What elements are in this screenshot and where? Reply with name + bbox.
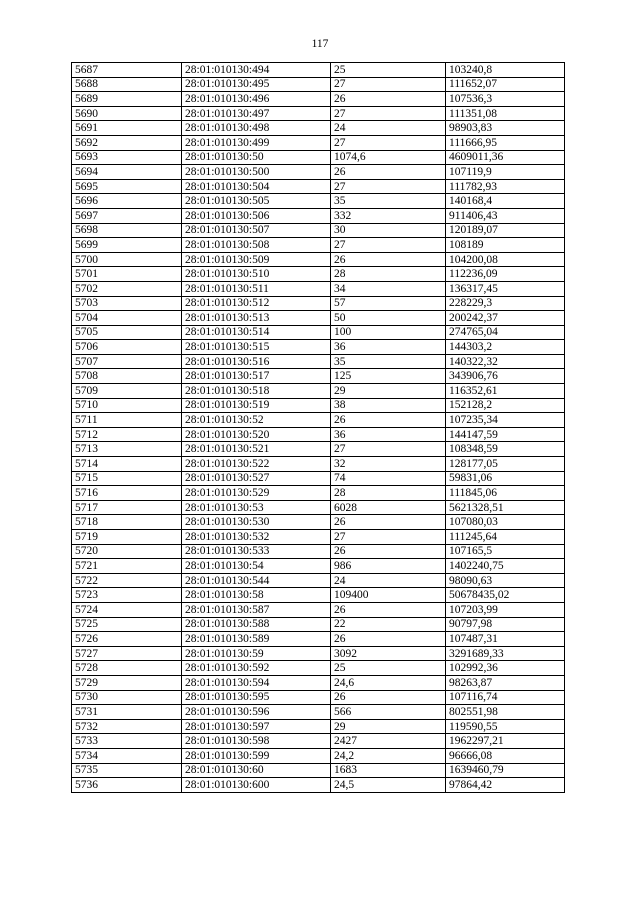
- row-number-cell: 5696: [72, 194, 182, 209]
- table-row: [72, 559, 565, 574]
- area-cell: 27: [331, 238, 446, 253]
- cadastral-value-cell: 102992,36: [446, 661, 565, 676]
- area-cell: 26: [331, 252, 446, 267]
- cadastral-value-cell: 98090,63: [446, 573, 565, 588]
- area-cell: 26: [331, 602, 446, 617]
- cadastral-value-cell: 111666,95: [446, 135, 565, 150]
- row-number-cell: 5729: [72, 675, 182, 690]
- cadastral-number-cell: 28:01:010130:515: [182, 340, 331, 355]
- row-number-cell: 5705: [72, 325, 182, 340]
- cadastral-value-cell: 5621328,51: [446, 500, 565, 515]
- area-cell: 57: [331, 296, 446, 311]
- cadastral-value-cell: 200242,37: [446, 311, 565, 326]
- cadastral-number-cell: 28:01:010130:59: [182, 646, 331, 661]
- cadastral-value-cell: 343906,76: [446, 369, 565, 384]
- area-cell: 27: [331, 179, 446, 194]
- cadastral-value-cell: 107080,03: [446, 515, 565, 530]
- table-row: [72, 690, 565, 705]
- area-cell: 27: [331, 442, 446, 457]
- row-number-cell: 5732: [72, 719, 182, 734]
- row-number-cell: 5693: [72, 150, 182, 165]
- cadastral-number-cell: 28:01:010130:595: [182, 690, 331, 705]
- cadastral-number-cell: 28:01:010130:596: [182, 705, 331, 720]
- row-number-cell: 5692: [72, 135, 182, 150]
- cadastral-value-cell: 120189,07: [446, 223, 565, 238]
- row-number-cell: 5717: [72, 500, 182, 515]
- area-cell: 74: [331, 471, 446, 486]
- area-cell: 29: [331, 719, 446, 734]
- cadastral-number-cell: 28:01:010130:510: [182, 267, 331, 282]
- cadastral-number-cell: 28:01:010130:513: [182, 311, 331, 326]
- cadastral-number-cell: 28:01:010130:511: [182, 281, 331, 296]
- row-number-cell: 5707: [72, 354, 182, 369]
- area-cell: 109400: [331, 588, 446, 603]
- row-number-cell: 5723: [72, 588, 182, 603]
- area-cell: 6028: [331, 500, 446, 515]
- table-row: [72, 675, 565, 690]
- area-cell: 27: [331, 530, 446, 545]
- row-number-cell: 5700: [72, 252, 182, 267]
- cadastral-value-cell: 802551,98: [446, 705, 565, 720]
- area-cell: 27: [331, 77, 446, 92]
- area-cell: 26: [331, 92, 446, 107]
- row-number-cell: 5697: [72, 208, 182, 223]
- table-row: [72, 369, 565, 384]
- cadastral-value-cell: 98263,87: [446, 675, 565, 690]
- row-number-cell: 5719: [72, 530, 182, 545]
- cadastral-number-cell: 28:01:010130:587: [182, 602, 331, 617]
- area-cell: 1074,6: [331, 150, 446, 165]
- cadastral-number-cell: 28:01:010130:530: [182, 515, 331, 530]
- cadastral-number-cell: 28:01:010130:600: [182, 778, 331, 793]
- cadastral-number-cell: 28:01:010130:517: [182, 369, 331, 384]
- area-cell: 34: [331, 281, 446, 296]
- table-body: [72, 63, 565, 793]
- cadastral-number-cell: 28:01:010130:54: [182, 559, 331, 574]
- cadastral-value-cell: 116352,61: [446, 384, 565, 399]
- row-number-cell: 5725: [72, 617, 182, 632]
- area-cell: 38: [331, 398, 446, 413]
- area-cell: 125: [331, 369, 446, 384]
- cadastral-number-cell: 28:01:010130:527: [182, 471, 331, 486]
- table-row: [72, 457, 565, 472]
- area-cell: 26: [331, 515, 446, 530]
- cadastral-value-cell: 50678435,02: [446, 588, 565, 603]
- area-cell: 26: [331, 165, 446, 180]
- cadastral-value-cell: 107165,5: [446, 544, 565, 559]
- cadastral-value-cell: 97864,42: [446, 778, 565, 793]
- cadastral-number-cell: 28:01:010130:52: [182, 413, 331, 428]
- cadastral-number-cell: 28:01:010130:509: [182, 252, 331, 267]
- cadastral-number-cell: 28:01:010130:514: [182, 325, 331, 340]
- cadastral-value-cell: 107116,74: [446, 690, 565, 705]
- cadastral-value-cell: 104200,08: [446, 252, 565, 267]
- page-number: 117: [311, 38, 329, 50]
- area-cell: 28: [331, 486, 446, 501]
- cadastral-value-cell: 144303,2: [446, 340, 565, 355]
- table-row: [72, 413, 565, 428]
- table-row: [72, 573, 565, 588]
- table-row: [72, 705, 565, 720]
- cadastral-number-cell: 28:01:010130:494: [182, 63, 331, 78]
- area-cell: 28: [331, 267, 446, 282]
- row-number-cell: 5712: [72, 427, 182, 442]
- area-cell: 32: [331, 457, 446, 472]
- cadastral-number-cell: 28:01:010130:529: [182, 486, 331, 501]
- area-cell: 24,6: [331, 675, 446, 690]
- cadastral-value-cell: 274765,04: [446, 325, 565, 340]
- table-row: [72, 121, 565, 136]
- table-row: [72, 194, 565, 209]
- area-cell: 332: [331, 208, 446, 223]
- row-number-cell: 5726: [72, 632, 182, 647]
- table-row: [72, 92, 565, 107]
- cadastral-value-cell: 1402240,75: [446, 559, 565, 574]
- cadastral-value-cell: 1962297,21: [446, 734, 565, 749]
- table-row: [72, 471, 565, 486]
- cadastral-number-cell: 28:01:010130:497: [182, 106, 331, 121]
- cadastral-number-cell: 28:01:010130:597: [182, 719, 331, 734]
- cadastral-value-cell: 111782,93: [446, 179, 565, 194]
- row-number-cell: 5720: [72, 544, 182, 559]
- area-cell: 25: [331, 63, 446, 78]
- cadastral-value-cell: 152128,2: [446, 398, 565, 413]
- table-row: [72, 398, 565, 413]
- table-row: [72, 486, 565, 501]
- table-row: [72, 223, 565, 238]
- cadastral-number-cell: 28:01:010130:588: [182, 617, 331, 632]
- cadastral-number-cell: 28:01:010130:516: [182, 354, 331, 369]
- area-cell: 36: [331, 427, 446, 442]
- cadastral-value-cell: 107487,31: [446, 632, 565, 647]
- table-row: [72, 500, 565, 515]
- cadastral-number-cell: 28:01:010130:522: [182, 457, 331, 472]
- area-cell: 25: [331, 661, 446, 676]
- table-row: [72, 267, 565, 282]
- table-row: [72, 281, 565, 296]
- cadastral-number-cell: 28:01:010130:60: [182, 763, 331, 778]
- cadastral-value-cell: 111245,64: [446, 530, 565, 545]
- cadastral-value-cell: 59831,06: [446, 471, 565, 486]
- cadastral-number-cell: 28:01:010130:500: [182, 165, 331, 180]
- table-row: [72, 63, 565, 78]
- area-cell: 24,5: [331, 778, 446, 793]
- table-row: [72, 106, 565, 121]
- area-cell: 2427: [331, 734, 446, 749]
- table-row: [72, 135, 565, 150]
- table-row: [72, 252, 565, 267]
- cadastral-number-cell: 28:01:010130:532: [182, 530, 331, 545]
- row-number-cell: 5689: [72, 92, 182, 107]
- table-row: [72, 384, 565, 399]
- table-row: [72, 150, 565, 165]
- cadastral-number-cell: 28:01:010130:519: [182, 398, 331, 413]
- cadastral-value-cell: 107536,3: [446, 92, 565, 107]
- cadastral-value-cell: 4609011,36: [446, 150, 565, 165]
- cadastral-value-table: [71, 62, 565, 793]
- area-cell: 29: [331, 384, 446, 399]
- cadastral-number-cell: 28:01:010130:508: [182, 238, 331, 253]
- row-number-cell: 5713: [72, 442, 182, 457]
- row-number-cell: 5724: [72, 602, 182, 617]
- area-cell: 30: [331, 223, 446, 238]
- area-cell: 36: [331, 340, 446, 355]
- cadastral-value-cell: 107235,34: [446, 413, 565, 428]
- cadastral-value-cell: 103240,8: [446, 63, 565, 78]
- cadastral-value-cell: 107203,99: [446, 602, 565, 617]
- table-row: [72, 354, 565, 369]
- table-row: [72, 311, 565, 326]
- row-number-cell: 5702: [72, 281, 182, 296]
- cadastral-number-cell: 28:01:010130:512: [182, 296, 331, 311]
- area-cell: 26: [331, 413, 446, 428]
- area-cell: 566: [331, 705, 446, 720]
- cadastral-number-cell: 28:01:010130:598: [182, 734, 331, 749]
- area-cell: 27: [331, 106, 446, 121]
- table-row: [72, 340, 565, 355]
- table-row: [72, 179, 565, 194]
- row-number-cell: 5728: [72, 661, 182, 676]
- cadastral-value-cell: 144147,59: [446, 427, 565, 442]
- cadastral-value-cell: 1639460,79: [446, 763, 565, 778]
- row-number-cell: 5691: [72, 121, 182, 136]
- row-number-cell: 5703: [72, 296, 182, 311]
- area-cell: 50: [331, 311, 446, 326]
- row-number-cell: 5710: [72, 398, 182, 413]
- table-row: [72, 515, 565, 530]
- cadastral-number-cell: 28:01:010130:518: [182, 384, 331, 399]
- cadastral-value-cell: 3291689,33: [446, 646, 565, 661]
- cadastral-value-cell: 111351,08: [446, 106, 565, 121]
- row-number-cell: 5714: [72, 457, 182, 472]
- cadastral-value-cell: 108189: [446, 238, 565, 253]
- area-cell: 26: [331, 690, 446, 705]
- table-row: [72, 530, 565, 545]
- table-row: [72, 763, 565, 778]
- cadastral-number-cell: 28:01:010130:504: [182, 179, 331, 194]
- table-row: [72, 238, 565, 253]
- cadastral-value-cell: 111652,07: [446, 77, 565, 92]
- area-cell: 3092: [331, 646, 446, 661]
- cadastral-number-cell: 28:01:010130:533: [182, 544, 331, 559]
- row-number-cell: 5734: [72, 748, 182, 763]
- row-number-cell: 5706: [72, 340, 182, 355]
- table-row: [72, 165, 565, 180]
- cadastral-value-cell: 112236,09: [446, 267, 565, 282]
- cadastral-value-cell: 108348,59: [446, 442, 565, 457]
- cadastral-number-cell: 28:01:010130:521: [182, 442, 331, 457]
- table-row: [72, 296, 565, 311]
- area-cell: 35: [331, 354, 446, 369]
- area-cell: 26: [331, 544, 446, 559]
- row-number-cell: 5727: [72, 646, 182, 661]
- cadastral-number-cell: 28:01:010130:50: [182, 150, 331, 165]
- cadastral-number-cell: 28:01:010130:505: [182, 194, 331, 209]
- cadastral-value-cell: 911406,43: [446, 208, 565, 223]
- cadastral-number-cell: 28:01:010130:506: [182, 208, 331, 223]
- cadastral-number-cell: 28:01:010130:589: [182, 632, 331, 647]
- row-number-cell: 5695: [72, 179, 182, 194]
- table-row: [72, 617, 565, 632]
- area-cell: 26: [331, 632, 446, 647]
- table-row: [72, 748, 565, 763]
- row-number-cell: 5687: [72, 63, 182, 78]
- cadastral-number-cell: 28:01:010130:498: [182, 121, 331, 136]
- cadastral-number-cell: 28:01:010130:58: [182, 588, 331, 603]
- table-row: [72, 544, 565, 559]
- cadastral-number-cell: 28:01:010130:594: [182, 675, 331, 690]
- row-number-cell: 5709: [72, 384, 182, 399]
- cadastral-number-cell: 28:01:010130:599: [182, 748, 331, 763]
- table-row: [72, 661, 565, 676]
- cadastral-value-cell: 119590,55: [446, 719, 565, 734]
- row-number-cell: 5701: [72, 267, 182, 282]
- table-row: [72, 588, 565, 603]
- area-cell: 100: [331, 325, 446, 340]
- area-cell: 27: [331, 135, 446, 150]
- row-number-cell: 5721: [72, 559, 182, 574]
- cadastral-number-cell: 28:01:010130:520: [182, 427, 331, 442]
- cadastral-value-cell: 128177,05: [446, 457, 565, 472]
- row-number-cell: 5698: [72, 223, 182, 238]
- area-cell: 1683: [331, 763, 446, 778]
- table-row: [72, 77, 565, 92]
- cadastral-number-cell: 28:01:010130:592: [182, 661, 331, 676]
- row-number-cell: 5718: [72, 515, 182, 530]
- row-number-cell: 5694: [72, 165, 182, 180]
- row-number-cell: 5690: [72, 106, 182, 121]
- area-cell: 35: [331, 194, 446, 209]
- row-number-cell: 5715: [72, 471, 182, 486]
- area-cell: 24: [331, 121, 446, 136]
- cadastral-value-cell: 90797,98: [446, 617, 565, 632]
- cadastral-value-cell: 140322,32: [446, 354, 565, 369]
- row-number-cell: 5711: [72, 413, 182, 428]
- cadastral-value-cell: 228229,3: [446, 296, 565, 311]
- cadastral-value-cell: 107119,9: [446, 165, 565, 180]
- row-number-cell: 5722: [72, 573, 182, 588]
- table-row: [72, 632, 565, 647]
- area-cell: 24,2: [331, 748, 446, 763]
- row-number-cell: 5736: [72, 778, 182, 793]
- table-row: [72, 778, 565, 793]
- cadastral-value-cell: 98903,83: [446, 121, 565, 136]
- table-row: [72, 734, 565, 749]
- table-row: [72, 646, 565, 661]
- area-cell: 24: [331, 573, 446, 588]
- cadastral-value-cell: 96666,08: [446, 748, 565, 763]
- row-number-cell: 5688: [72, 77, 182, 92]
- row-number-cell: 5708: [72, 369, 182, 384]
- row-number-cell: 5735: [72, 763, 182, 778]
- cadastral-number-cell: 28:01:010130:507: [182, 223, 331, 238]
- row-number-cell: 5704: [72, 311, 182, 326]
- cadastral-number-cell: 28:01:010130:499: [182, 135, 331, 150]
- row-number-cell: 5733: [72, 734, 182, 749]
- cadastral-value-cell: 111845,06: [446, 486, 565, 501]
- cadastral-value-cell: 136317,45: [446, 281, 565, 296]
- row-number-cell: 5699: [72, 238, 182, 253]
- area-cell: 22: [331, 617, 446, 632]
- table-row: [72, 602, 565, 617]
- cadastral-number-cell: 28:01:010130:495: [182, 77, 331, 92]
- cadastral-number-cell: 28:01:010130:496: [182, 92, 331, 107]
- row-number-cell: 5730: [72, 690, 182, 705]
- table-row: [72, 719, 565, 734]
- row-number-cell: 5716: [72, 486, 182, 501]
- cadastral-number-cell: 28:01:010130:53: [182, 500, 331, 515]
- cadastral-value-cell: 140168,4: [446, 194, 565, 209]
- table-row: [72, 208, 565, 223]
- table-row: [72, 325, 565, 340]
- cadastral-number-cell: 28:01:010130:544: [182, 573, 331, 588]
- table-row: [72, 442, 565, 457]
- row-number-cell: 5731: [72, 705, 182, 720]
- area-cell: 986: [331, 559, 446, 574]
- table-row: [72, 427, 565, 442]
